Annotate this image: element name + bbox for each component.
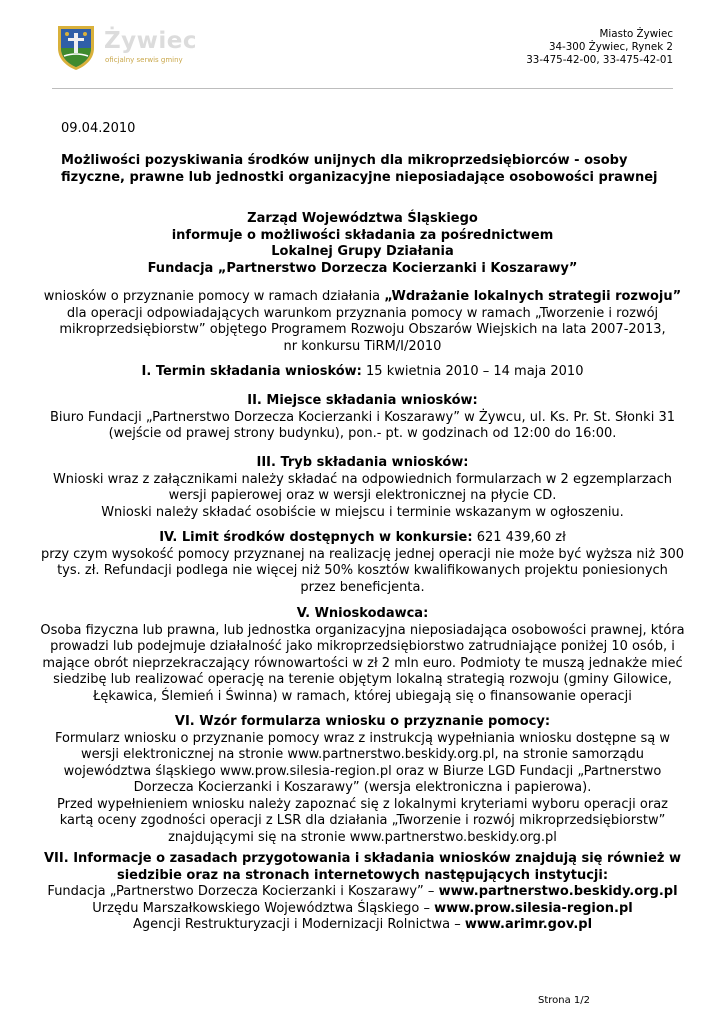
institution-name: Agencji Restrukturyzacji i Modernizacji Rolnictwa – (132, 917, 465, 932)
section-location (40, 393, 685, 443)
section-text: Osoba fizyczna lub prawna, lub jednostka organizacyjna nieposiadająca osobowości prawnej, która prowadzi lub podejmuje działalność jako mikroprzedsiębiorstwo zatrudniające poniżej 10 osób, i mające obrót nieprzekraczający równowartości w zł 2 mln euro. Podmioty te muszą jednakże mieć siedzibę lub realizować operację na terenie objętym lokalną strategią rozwoju (gminy Gilowice, Łękawica, Ślemień i Świnna) w ramach, której ubiegają się o finansowanie operacji (40, 622, 685, 704)
institution-name: Urzędu Marszałkowskiego Województwa Śląskiego – (92, 900, 435, 916)
section-heading: VII. Informacje o zasadach przygotowania i składania wniosków znajdują się również w siedzibie oraz na stronach internetowych następujących instytucji: (44, 851, 681, 883)
contact-city: Miasto Żywiec (599, 28, 673, 40)
section-funding-limit (40, 530, 685, 596)
contact-block (526, 28, 673, 67)
organizer-line: Zarząd Województwa Śląskiego (247, 211, 478, 226)
institution-name: Fundacja „Partnerstwo Dorzecza Kocierzanki i Koszarawy” – (47, 884, 439, 899)
coat-of-arms-icon (52, 22, 100, 72)
contact-phone: 33-475-42-00, 33-475-42-01 (526, 54, 673, 66)
institution-item (40, 917, 685, 934)
contest-number: nr konkursu TiRM/I/2010 (283, 338, 442, 354)
header-divider (52, 88, 673, 89)
logo-name: Żywiec (104, 28, 198, 54)
intro-text-continued: dla operacji odpowiadających warunkom przyznania pomocy w ramach „Tworzenie i rozwój mikroprzedsiębiorstw” objętego Programem Rozwoju Obszarów Wiejskich na lata 2007-2013, (59, 305, 666, 337)
article-title: Możliwości pozyskiwania środków unijnych dla mikroprzedsiębiorców - osoby fizyczne, prawne lub jednostki organizacyjne nieposiadające osobowości prawnej (61, 153, 658, 185)
section-heading: II. Miejsce składania wniosków: (247, 393, 478, 408)
section-text: Formularz wniosku o przyznanie pomocy wraz z instrukcją wypełniania wniosku dostępne są w wersji elektronicznej na stronie www.partnerstwo.beskidy.org.pl, na stronie samorządu województwa śląskiego www.prow.silesia-region.pl oraz w Biurze LGD Fundacji „Partnerstwo Dorzecza Kocierzanki i Koszarawy” (wersja elektroniczna i papierowa). (54, 730, 671, 795)
intro-paragraph (40, 289, 685, 355)
publication-date: 09.04.2010 (61, 121, 136, 136)
organizer-block (40, 211, 685, 277)
organizer-line: Fundacja „Partnerstwo Dorzecza Kocierzanki i Koszarawy” (147, 260, 578, 276)
institution-item (40, 901, 685, 918)
contact-address: 34-300 Żywiec, Rynek 2 (548, 41, 673, 53)
institution-item (40, 884, 685, 901)
institution-link[interactable]: www.prow.silesia-region.pl (434, 900, 633, 916)
section-deadline (40, 364, 685, 381)
logo-tagline: oficjalny serwis gminy (105, 56, 183, 64)
institution-link[interactable]: www.partnerstwo.beskidy.org.pl (438, 884, 678, 899)
section-heading: I. Termin składania wniosków: (141, 364, 362, 379)
funding-amount: 621 439,60 zł (472, 530, 566, 545)
organizer-line: informuje o możliwości składania za pośrednictwem (171, 227, 554, 243)
section-heading: V. Wnioskodawca: (296, 606, 429, 621)
page-header (0, 0, 725, 90)
section-text: Wnioski należy składać osobiście w miejscu i terminie wskazanym w ogłoszeniu. (101, 504, 624, 520)
section-applicant (40, 606, 685, 705)
section-heading: VI. Wzór formularza wniosku o przyznanie pomocy: (174, 714, 551, 729)
section-information (40, 851, 685, 934)
section-text: Przed wypełnieniem wniosku należy zapoznać się z lokalnymi kryteriami wyboru operacji oraz kartą oceny zgodności operacji z LSR dla działania „Tworzenie i rozwój mikroprzedsiębiorstw” znajdującymi się na stronie www.partnerstwo.beskidy.org.pl (56, 796, 668, 845)
intro-action-name: „Wdrażanie lokalnych strategii rozwoju” (384, 289, 682, 304)
section-heading: III. Tryb składania wniosków: (256, 455, 469, 470)
organizer-line: Lokalnej Grupy Działania (271, 244, 454, 259)
section-procedure (40, 455, 685, 521)
institution-link[interactable]: www.arimr.gov.pl (464, 917, 593, 932)
section-text: Wnioski wraz z załącznikami należy składać na odpowiednich formularzach w 2 egzemplarzach wersji papierowej oraz w wersji elektronicznej na płycie CD. (52, 471, 673, 503)
section-heading: IV. Limit środków dostępnych w konkursie: (159, 530, 473, 545)
section-text: przy czym wysokość pomocy przyznanej na realizację jednej operacji nie może być wyższa niż 300 tys. zł. Refundacji podlega nie więcej niż 50% kosztów kwalifikowanych projektu poniesionych przez beneficjenta. (40, 546, 685, 595)
section-text: Biuro Fundacji „Partnerstwo Dorzecza Kocierzanki i Koszarawy” w Żywcu, ul. Ks. Pr. St. Słonki 31 (wejście od prawej strony budynku), pon.- pt. w godzinach od 12:00 do 16:00. (50, 409, 675, 441)
page-number: Strona 1/2 (538, 995, 591, 1006)
section-text: 15 kwietnia 2010 – 14 maja 2010 (361, 364, 584, 379)
section-form-template (40, 714, 685, 846)
site-logo[interactable] (52, 22, 202, 72)
intro-text: wniosków o przyznanie pomocy w ramach działania (43, 289, 385, 304)
